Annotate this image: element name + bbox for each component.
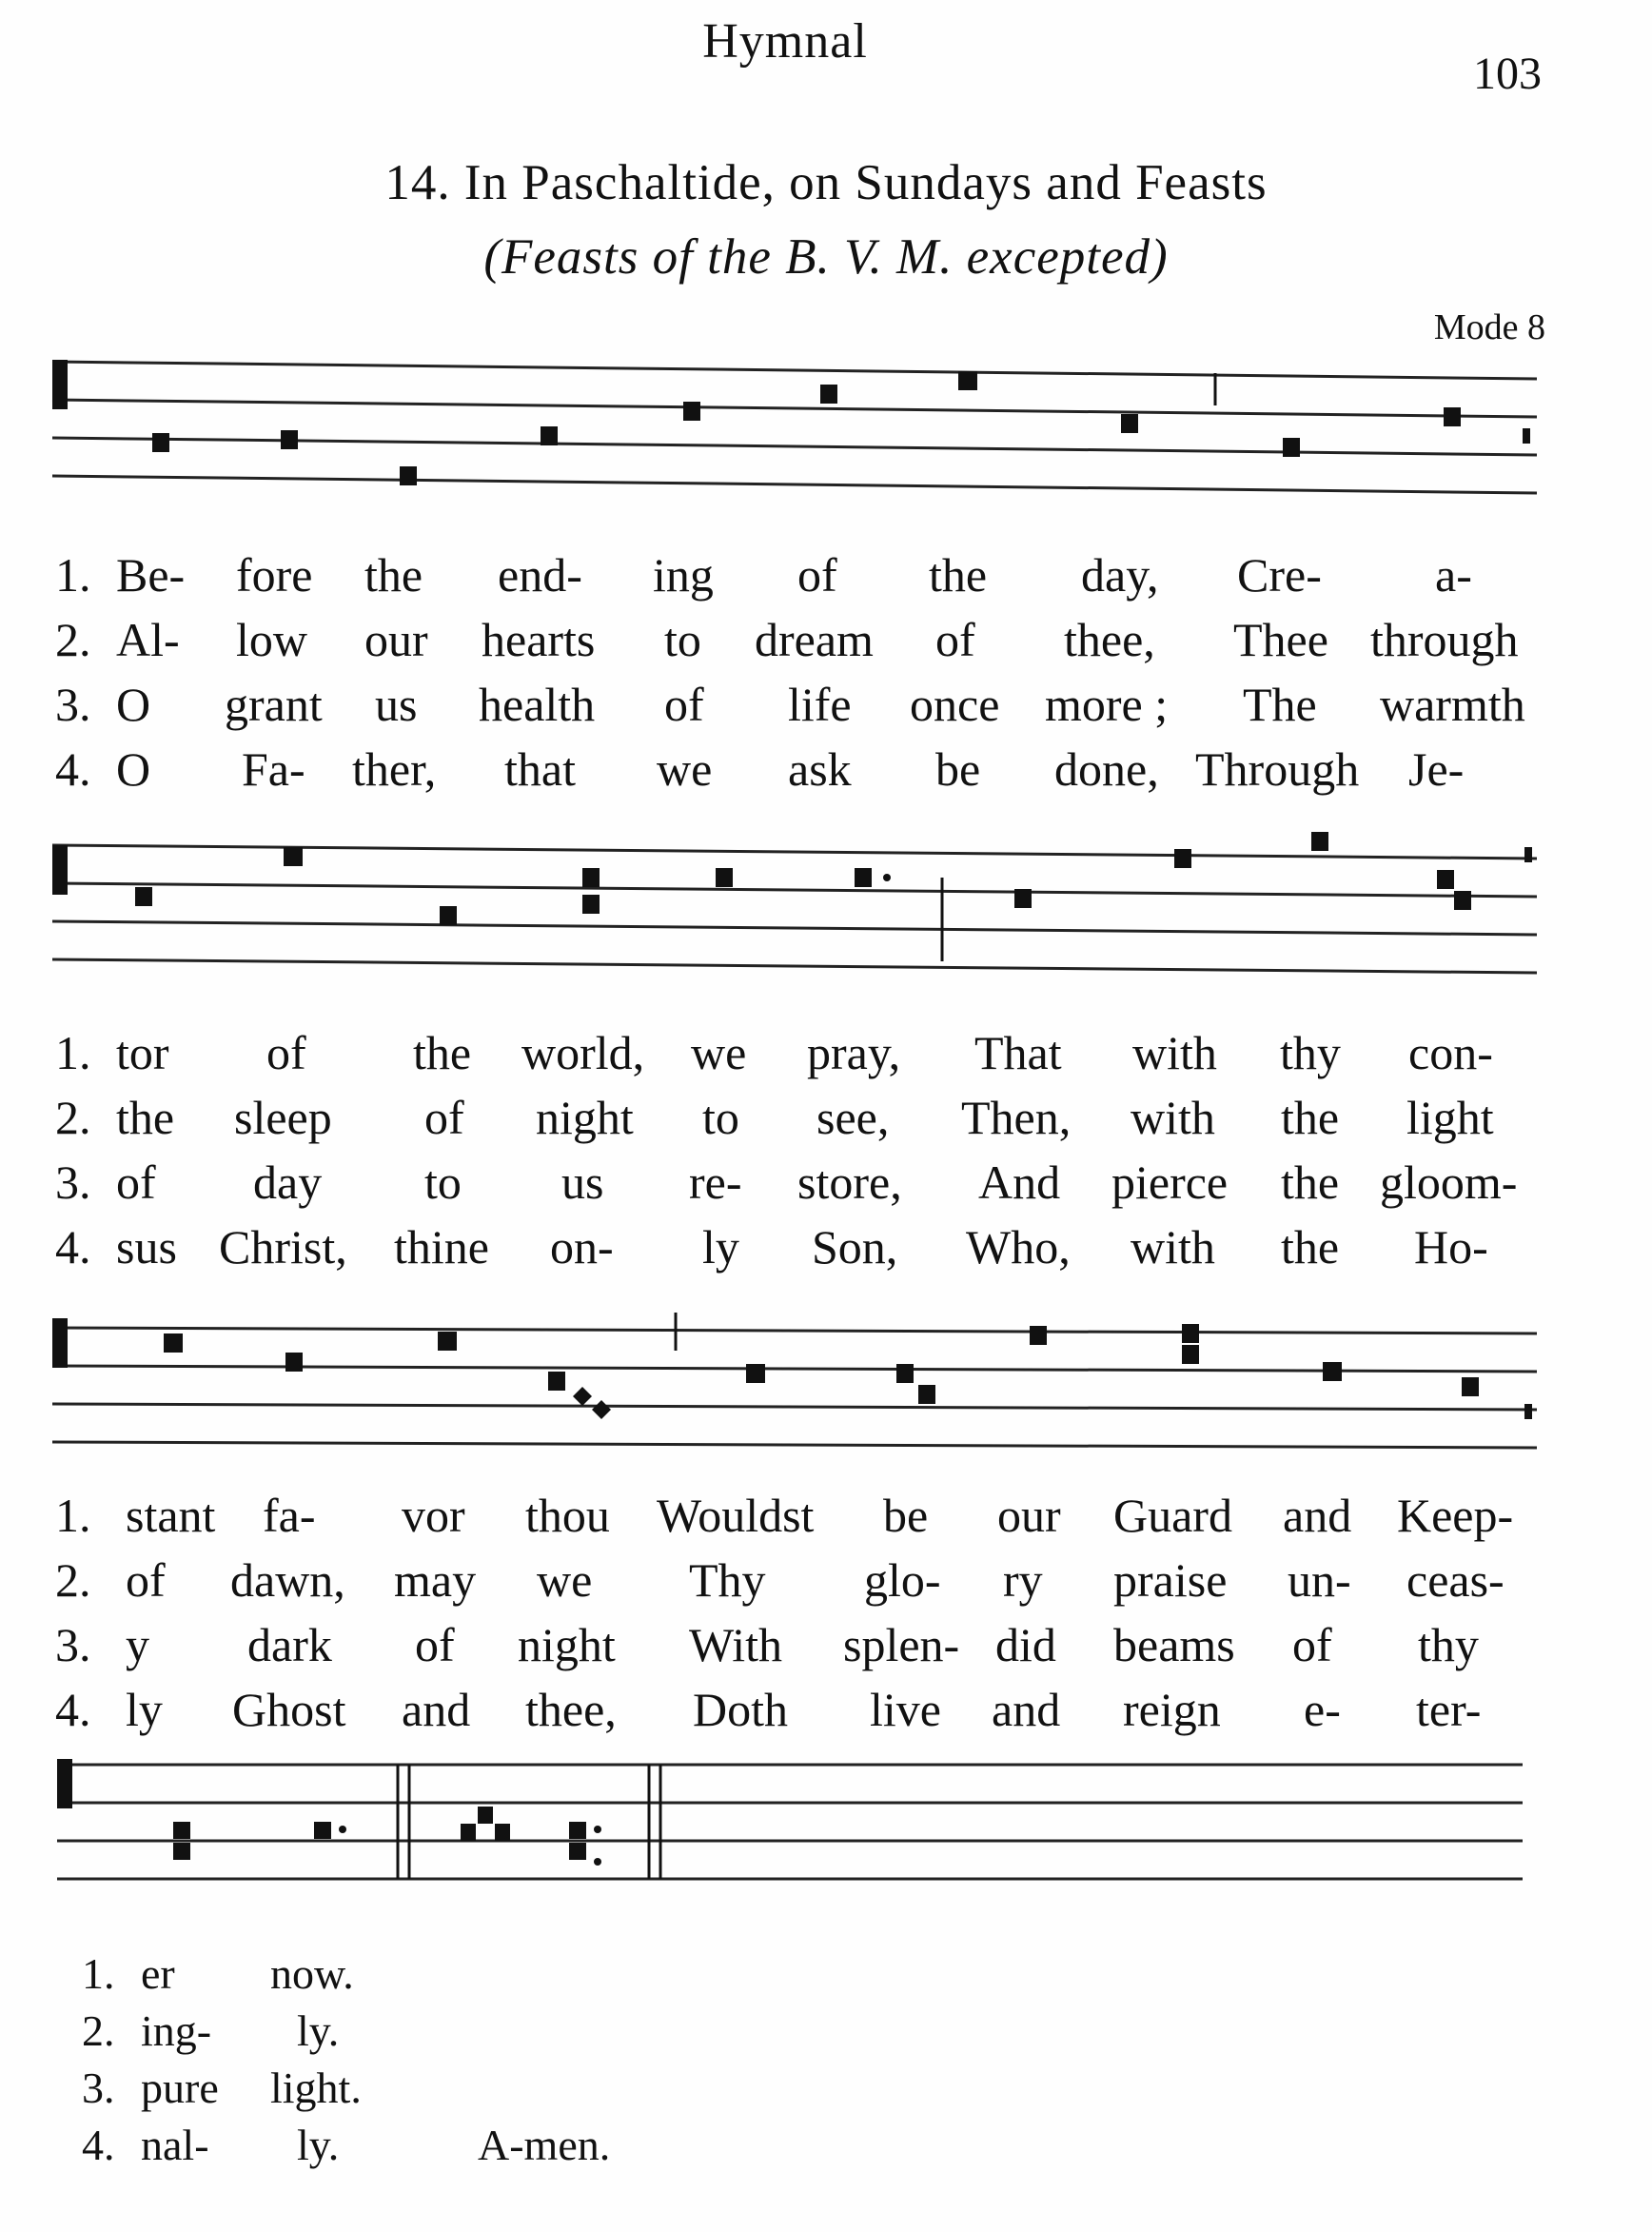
lyric-syllable: hearts xyxy=(482,613,596,666)
lyric-syllable: health xyxy=(479,678,596,731)
note xyxy=(716,868,733,887)
verse-number: 4. xyxy=(82,2121,115,2169)
lyric-syllable: the xyxy=(1281,1220,1340,1274)
verse-number: 1. xyxy=(55,548,91,602)
hymn-subtitle: (Feasts of the B. V. M. excepted) xyxy=(483,229,1169,285)
lyric-syllable: of xyxy=(664,678,704,731)
note xyxy=(152,433,169,452)
lyric-syllable: grant xyxy=(225,678,323,731)
custos xyxy=(1524,1404,1532,1419)
note xyxy=(164,1333,183,1353)
lyric-syllable: Christ, xyxy=(219,1220,347,1274)
note xyxy=(582,895,600,914)
verse-number: 3. xyxy=(55,678,91,731)
verse-number: 2. xyxy=(55,1553,91,1607)
lyric-syllable: us xyxy=(561,1156,604,1209)
verse-number: 2. xyxy=(55,1091,91,1144)
note xyxy=(1323,1362,1342,1381)
lyric-syllable: dream xyxy=(755,613,874,666)
lyric-syllable: with xyxy=(1132,1026,1217,1079)
lyric-syllable: light. xyxy=(270,2064,362,2112)
note xyxy=(314,1822,331,1839)
note xyxy=(281,430,298,449)
staff-2 xyxy=(0,819,1652,990)
lyric-syllable: Son, xyxy=(812,1220,898,1274)
lyric-syllable: And xyxy=(978,1156,1061,1209)
lyric-syllable: live xyxy=(870,1683,941,1736)
c-clef xyxy=(52,360,68,409)
lyric-syllable: the xyxy=(364,548,423,602)
dot xyxy=(339,1826,346,1833)
note xyxy=(1014,889,1032,908)
lyric-syllable: we xyxy=(657,742,713,796)
lyric-syllable: light xyxy=(1406,1091,1494,1144)
lyric-syllable: Thee xyxy=(1233,613,1328,666)
verse-number: 2. xyxy=(55,613,91,666)
lyric-syllable: O xyxy=(116,678,151,731)
lyric-syllable: ly xyxy=(126,1683,163,1736)
lyric-syllable: With xyxy=(689,1618,782,1671)
lyric-syllable: Cre- xyxy=(1237,548,1322,602)
dot xyxy=(594,1858,601,1866)
lyric-syllable: of xyxy=(116,1156,156,1209)
note xyxy=(1121,414,1138,433)
verse-number: 2. xyxy=(82,2006,115,2055)
lyric-syllable: fa- xyxy=(263,1489,316,1542)
lyric-syllable: to xyxy=(702,1091,739,1144)
lyric-syllable: ther, xyxy=(352,742,437,796)
note xyxy=(569,1822,586,1839)
lyric-syllable: of xyxy=(935,613,975,666)
lyric-syllable: Doth xyxy=(693,1683,788,1736)
verse-number: 4. xyxy=(55,1220,91,1274)
lyric-syllable: the xyxy=(413,1026,472,1079)
lyric-syllable: night xyxy=(536,1091,634,1144)
note xyxy=(683,402,700,421)
c-clef xyxy=(52,845,68,895)
c-clef xyxy=(52,1318,68,1368)
mode-label: Mode 8 xyxy=(1433,307,1545,347)
lyric-syllable: thine xyxy=(394,1220,489,1274)
lyric-syllable: Al- xyxy=(116,613,180,666)
verse-number: 4. xyxy=(55,1683,91,1736)
note xyxy=(746,1364,765,1383)
lyric-syllable: e- xyxy=(1304,1683,1341,1736)
lyric-syllable: sus xyxy=(116,1220,177,1274)
note xyxy=(284,847,303,866)
lyric-syllable: the xyxy=(929,548,988,602)
note xyxy=(461,1824,476,1841)
lyric-syllable: our xyxy=(997,1489,1061,1542)
lyric-syllable: be xyxy=(883,1489,929,1542)
note xyxy=(478,1807,493,1824)
lyric-syllable: pure xyxy=(141,2064,219,2112)
lyric-syllable: store, xyxy=(797,1156,902,1209)
lyric-syllable: on- xyxy=(550,1220,614,1274)
custos xyxy=(1524,847,1532,862)
lyric-syllable: reign xyxy=(1123,1683,1221,1736)
lyric-syllable: ing- xyxy=(141,2006,212,2055)
lyric-syllable: thy xyxy=(1280,1026,1341,1079)
lyric-syllable: vor xyxy=(402,1489,465,1542)
rhombus-note xyxy=(573,1387,592,1406)
note xyxy=(438,1332,457,1351)
lyric-syllable: more ; xyxy=(1045,678,1169,731)
note xyxy=(1444,407,1461,426)
page-number: 103 xyxy=(1473,49,1542,99)
note xyxy=(820,385,837,404)
note xyxy=(1311,832,1328,851)
c-clef xyxy=(57,1759,72,1808)
lyric-syllable: be xyxy=(935,742,981,796)
lyric-syllable: of xyxy=(424,1091,464,1144)
verse-number: 3. xyxy=(82,2064,115,2112)
note xyxy=(1174,849,1191,868)
lyric-syllable: and xyxy=(402,1683,471,1736)
lyric-syllable: fore xyxy=(236,548,313,602)
hymn-title: 14. In Paschaltide, on Sundays and Feasts xyxy=(384,155,1268,210)
dot xyxy=(594,1826,601,1833)
lyric-syllable: and xyxy=(1283,1489,1352,1542)
lyric-syllable: ry xyxy=(1003,1553,1043,1607)
lyric-syllable: dark xyxy=(247,1618,332,1671)
lyric-syllable: did xyxy=(995,1618,1056,1671)
lyric-syllable: once xyxy=(910,678,1000,731)
lyric-syllable: nal- xyxy=(141,2121,209,2169)
note xyxy=(1182,1324,1199,1343)
note xyxy=(569,1843,586,1860)
lyric-syllable: end- xyxy=(498,548,582,602)
note xyxy=(285,1353,303,1372)
lyric-syllable: of xyxy=(266,1026,306,1079)
note xyxy=(582,868,600,887)
lyric-syllable: pierce xyxy=(1111,1156,1229,1209)
lyric-syllable: us xyxy=(375,678,418,731)
note xyxy=(1283,438,1300,457)
lyric-syllable: of xyxy=(126,1553,166,1607)
lyric-syllable: world, xyxy=(521,1026,645,1079)
lyric-syllable: er xyxy=(141,1949,175,1998)
lyric-syllable: stant xyxy=(126,1489,216,1542)
lyric-syllable: to xyxy=(424,1156,462,1209)
lyric-syllable: Then, xyxy=(961,1091,1072,1144)
note xyxy=(1454,891,1471,910)
lyric-syllable: to xyxy=(664,613,701,666)
lyric-syllable: that xyxy=(504,742,576,796)
note xyxy=(1437,870,1454,889)
lyric-syllable: and xyxy=(992,1683,1061,1736)
lyric-syllable: splen- xyxy=(843,1618,960,1671)
note xyxy=(541,426,558,445)
lyric-syllable: Fa- xyxy=(242,742,305,796)
lyric-syllable: Wouldst xyxy=(657,1489,815,1542)
lyric-syllable: y xyxy=(126,1618,149,1671)
lyric-syllable: see, xyxy=(816,1091,890,1144)
lyric-syllable: the xyxy=(1281,1156,1340,1209)
lyric-syllable: may xyxy=(394,1553,477,1607)
rhombus-note xyxy=(592,1400,611,1419)
staff-3 xyxy=(0,1299,1652,1471)
lyric-syllable: Je- xyxy=(1408,742,1465,796)
lyric-syllable: ter- xyxy=(1416,1683,1482,1736)
verse-number: 1. xyxy=(55,1026,91,1079)
lyric-syllable: Thy xyxy=(689,1553,766,1607)
lyric-syllable: tor xyxy=(116,1026,169,1079)
lyric-syllable: thee, xyxy=(525,1683,617,1736)
lyric-syllable: Be- xyxy=(116,548,186,602)
lyric-syllable: glo- xyxy=(864,1553,941,1607)
lyric-syllable: with xyxy=(1131,1091,1215,1144)
note xyxy=(896,1364,914,1383)
lyric-syllable: thee, xyxy=(1064,613,1155,666)
lyric-syllable: of xyxy=(415,1618,455,1671)
lyric-syllable: Guard xyxy=(1113,1489,1232,1542)
lyric-syllable: Through xyxy=(1195,742,1360,796)
verse-number: 1. xyxy=(82,1949,115,1998)
lyric-syllable: our xyxy=(364,613,428,666)
lyric-syllable: a- xyxy=(1435,548,1472,602)
lyric-syllable: low xyxy=(236,613,307,666)
lyric-syllable: praise xyxy=(1113,1553,1228,1607)
lyric-syllable: gloom- xyxy=(1380,1156,1518,1209)
verse-number: 3. xyxy=(55,1618,91,1671)
lyric-syllable: night xyxy=(518,1618,616,1671)
lyric-syllable: the xyxy=(116,1091,175,1144)
lyric-syllable: thou xyxy=(525,1489,610,1542)
lyric-syllable: done, xyxy=(1054,742,1159,796)
note xyxy=(173,1843,190,1860)
staff-1 xyxy=(0,343,1652,533)
note xyxy=(1030,1326,1047,1345)
lyric-syllable: day xyxy=(253,1156,323,1209)
custos xyxy=(1523,428,1530,444)
lyric-syllable: of xyxy=(1292,1618,1332,1671)
note xyxy=(548,1372,565,1391)
lyric-syllable: That xyxy=(974,1026,1062,1079)
lyric-syllable: ly. xyxy=(297,2121,340,2169)
running-title: Hymnal xyxy=(702,14,868,69)
lyric-syllable: A-men. xyxy=(478,2121,611,2169)
lyric-syllable: through xyxy=(1370,613,1519,666)
lyric-syllable: we xyxy=(537,1553,593,1607)
lyric-syllable: Ho- xyxy=(1414,1220,1488,1274)
lyric-syllable: of xyxy=(797,548,837,602)
lyric-syllable: un- xyxy=(1288,1553,1351,1607)
lyric-syllable: ing xyxy=(653,548,714,602)
note xyxy=(135,887,152,906)
verse-number: 3. xyxy=(55,1156,91,1209)
lyric-syllable: ly. xyxy=(297,2006,340,2055)
lyric-syllable: the xyxy=(1281,1091,1340,1144)
lyric-syllable: life xyxy=(788,678,852,731)
lyric-syllable: thy xyxy=(1418,1618,1479,1671)
note xyxy=(495,1824,510,1841)
lyric-syllable: warmth xyxy=(1380,678,1525,731)
lyric-syllable: con- xyxy=(1408,1026,1493,1079)
lyric-syllable: sleep xyxy=(234,1091,332,1144)
verse-number: 4. xyxy=(55,742,91,796)
staff-4 xyxy=(0,1742,1652,1913)
note xyxy=(440,906,457,925)
note xyxy=(958,371,977,390)
note xyxy=(855,868,872,887)
lyric-syllable: Keep- xyxy=(1397,1489,1514,1542)
lyric-syllable: beams xyxy=(1113,1618,1235,1671)
lyric-syllable: day, xyxy=(1081,548,1159,602)
note xyxy=(173,1822,190,1839)
lyric-syllable: ly xyxy=(702,1220,739,1274)
lyric-syllable: with xyxy=(1131,1220,1215,1274)
note xyxy=(918,1385,935,1404)
lyric-syllable: Who, xyxy=(966,1220,1071,1274)
lyric-syllable: ceas- xyxy=(1406,1553,1504,1607)
dot xyxy=(883,874,891,881)
verse-number: 1. xyxy=(55,1489,91,1542)
note xyxy=(1462,1377,1479,1396)
lyric-syllable: re- xyxy=(689,1156,742,1209)
lyric-syllable: now. xyxy=(270,1949,354,1998)
lyric-syllable: we xyxy=(691,1026,747,1079)
note xyxy=(400,466,417,485)
lyric-syllable: ask xyxy=(788,742,852,796)
lyric-syllable: dawn, xyxy=(230,1553,345,1607)
note xyxy=(1182,1345,1199,1364)
lyric-syllable: The xyxy=(1243,678,1317,731)
lyric-syllable: O xyxy=(116,742,151,796)
lyric-syllable: pray, xyxy=(807,1026,901,1079)
lyric-syllable: Ghost xyxy=(232,1683,346,1736)
